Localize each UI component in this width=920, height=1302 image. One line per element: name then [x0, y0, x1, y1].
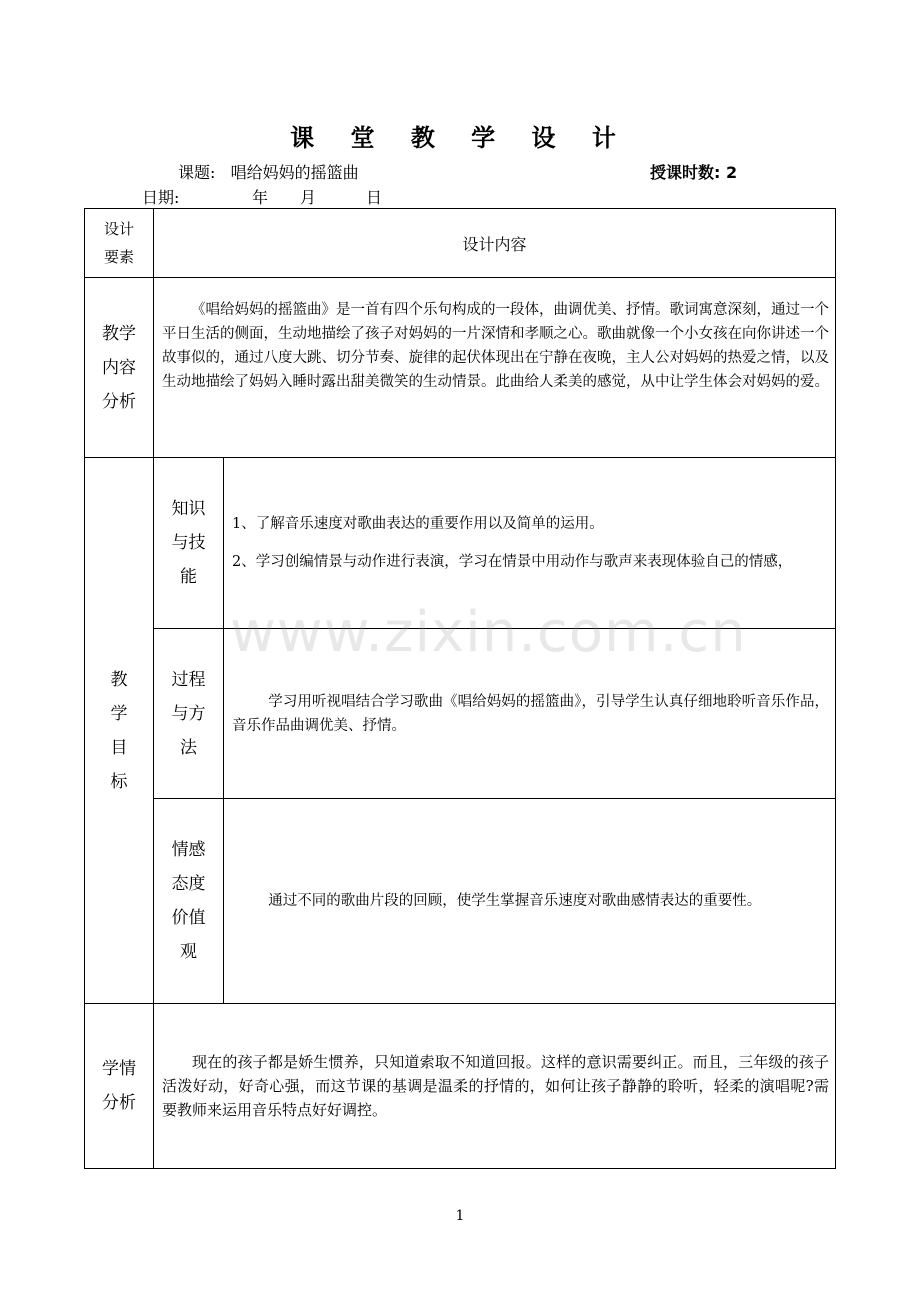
content-analysis-cell	[154, 278, 836, 458]
date-line	[142, 187, 382, 209]
date-year: 年	[252, 188, 269, 207]
date-month: 月	[300, 188, 317, 207]
student-analysis-label: 学情分析	[102, 1059, 136, 1113]
content-analysis-label: 教学内容分析	[102, 323, 136, 412]
knowledge-items	[224, 512, 835, 574]
objective-process-row	[85, 629, 836, 799]
process-label-cell	[154, 629, 224, 799]
header-cell-elements	[85, 209, 154, 278]
objectives-label: 教学目标	[110, 669, 128, 792]
student-analysis-label-cell	[85, 1004, 154, 1169]
header-content-label: 设计内容	[462, 234, 527, 254]
student-analysis-cell	[154, 1004, 836, 1169]
emotion-text: 通过不同的歌曲片段的回顾，使学生掌握音乐速度对歌曲感情表达的重要性。	[268, 893, 762, 909]
date-day: 日	[366, 188, 383, 207]
hours-value: 2	[725, 163, 738, 182]
date-label: 日期:	[142, 188, 180, 207]
knowledge-label-cell	[154, 458, 224, 629]
watermark: www.zixin.com.cn	[230, 600, 747, 665]
knowledge-item-2: 2、学习创编情景与动作进行表演，学习在情景中用动作与歌声来表现体验自己的情感，	[232, 554, 793, 570]
objectives-label-cell	[85, 458, 154, 1004]
knowledge-label: 知识与技能	[171, 499, 206, 587]
design-table	[84, 208, 836, 1169]
emotion-label-cell	[154, 799, 224, 1004]
hours-label: 授课时数:	[650, 163, 721, 182]
lesson-label: 课题:	[178, 163, 216, 182]
knowledge-item-1: 1、了解音乐速度对歌曲表达的重要作用以及简单的运用。	[232, 516, 604, 532]
table-header-row	[85, 209, 836, 278]
knowledge-cell	[224, 458, 836, 629]
objective-emotion-row	[85, 799, 836, 1004]
lesson-title: 唱给妈妈的摇篮曲	[230, 163, 359, 182]
emotion-cell	[224, 799, 836, 1004]
page-title: 课 堂 教 学 设 计	[290, 124, 630, 152]
student-analysis-text: 现在的孩子都是娇生惯养，只知道索取不知道回报。这样的意识需要纠正。而且，三年级的孩子活泼好动，好奇心强，而这节课的基调是温柔的抒情的，如何让孩子静静的聆听，轻柔的演唱呢?需要教师来运用音乐特点好好调控。	[162, 1053, 830, 1119]
content-analysis-text: 《唱给妈妈的摇篮曲》是一首有四个乐句构成的一段体，曲调优美、抒情。歌词寓意深刻，通过一个平日生活的侧面，生动地描绘了孩子对妈妈的一片深情和孝顺之心。歌曲就像一个小女孩在向你讲述一个故事似的，通过八度大跳、切分节奏、旋律的起伏体现出在宁静在夜晚，主人公对妈妈的热爱之情，以及生动地描绘了妈妈入睡时露出甜美微笑的生动情景。此曲给人柔美的感觉，从中让学生体会对妈妈的爱。	[162, 302, 830, 390]
header-cell-content	[154, 209, 836, 278]
student-analysis-row	[85, 1004, 836, 1169]
objective-knowledge-row	[85, 458, 836, 629]
header-elements-label: 设计要素	[103, 220, 134, 266]
emotion-label: 情感态度价值观	[171, 840, 206, 962]
lesson-line	[178, 162, 359, 184]
process-cell	[224, 629, 836, 799]
page-number: 1	[455, 1208, 465, 1224]
content-analysis-row	[85, 278, 836, 458]
process-text: 学习用听视唱结合学习歌曲《唱给妈妈的摇篮曲》，引导学生认真仔细地聆听音乐作品，音乐作品曲调优美、抒情。	[232, 693, 830, 734]
process-label: 过程与方法	[171, 669, 206, 758]
hours-line	[650, 162, 737, 184]
content-analysis-label-cell	[85, 278, 154, 458]
